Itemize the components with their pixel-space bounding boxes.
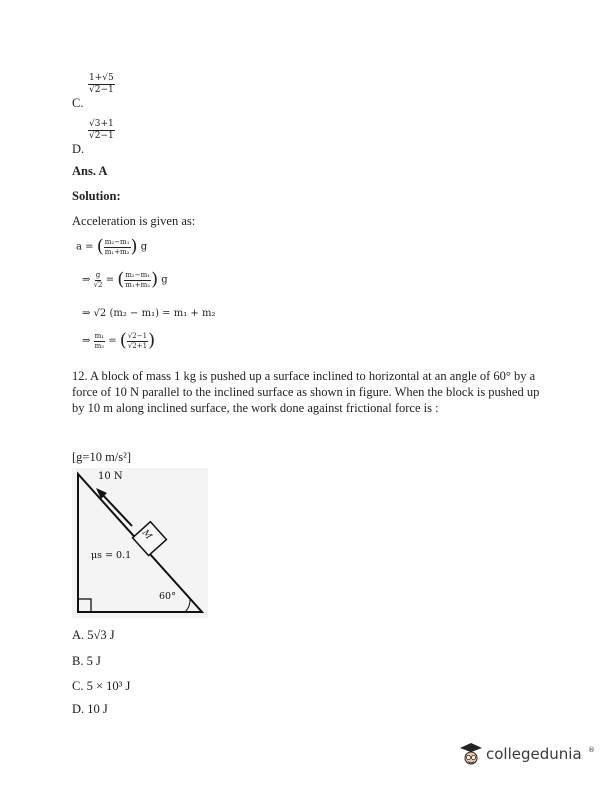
- eq2-paren-left: (: [117, 269, 125, 290]
- eq4-equals: =: [108, 335, 117, 347]
- equation-4: [82, 332, 155, 350]
- eq4-paren-left: (: [119, 330, 127, 351]
- solution-intro: Acceleration is given as:: [72, 214, 196, 228]
- option-d-label: D.: [72, 142, 85, 156]
- friction-label: μs = 0.1: [91, 550, 132, 561]
- eq2-rhs: g: [161, 274, 168, 286]
- eq1-num: m₂−m₁: [104, 237, 130, 246]
- eq1-fraction: [104, 239, 131, 256]
- eq4-fraction: [127, 333, 148, 350]
- eq4-lnum: m₁: [94, 331, 105, 340]
- option-d-num: √3+1: [89, 119, 114, 129]
- incline-diagram: [72, 468, 208, 618]
- angle-label: 60°: [159, 591, 176, 602]
- incline-figure: [72, 468, 208, 618]
- option-c-den: √2−1: [89, 85, 114, 95]
- eq2-lden: √2: [93, 280, 103, 289]
- brand-name: collegedunia: [486, 745, 582, 763]
- option-d-den: √2−1: [89, 131, 114, 141]
- eq4-den: √2+1: [127, 341, 148, 350]
- equation-3: ⇒ √2 (m₂ − m₁) = m₁ + m₂: [82, 308, 216, 319]
- option-d: D. 10 J: [72, 702, 108, 716]
- eq4-left-fraction: [94, 333, 105, 350]
- eq2-left-fraction: [94, 272, 103, 289]
- eq1-paren-right: ): [130, 236, 138, 257]
- eq1-lhs: a =: [76, 241, 94, 253]
- eq4-arrow: ⇒: [82, 335, 91, 347]
- brand-logo: [458, 738, 598, 770]
- question-given: [g=10 m/s²]: [72, 450, 132, 464]
- eq2-arrow: ⇒: [82, 274, 91, 286]
- graduate-mascot-icon: [458, 740, 484, 768]
- eq2-den: m₁+m₂: [125, 280, 151, 289]
- eq2-fraction: [124, 272, 151, 289]
- solution-heading: Solution:: [72, 189, 121, 203]
- eq2-lnum: g: [95, 270, 101, 279]
- eq1-paren-left: (: [96, 236, 104, 257]
- eq1-den: m₁+m₂: [104, 247, 130, 256]
- answer-text: Ans. A: [72, 164, 108, 178]
- question-12-text: 12. A block of mass 1 kg is pushed up a surface inclined to horizontal at an angle of 60° by a force of 10 N parallel to the inclined surface as shown in figure. When the block is pushed up by 10 m along inclined surface, the work done against frictional force is :: [72, 369, 540, 415]
- eq4-lden: m₂: [94, 341, 105, 350]
- option-d-fraction: [88, 120, 115, 141]
- force-label: 10 N: [98, 471, 123, 482]
- eq2-paren-right: ): [151, 269, 159, 290]
- eq4-paren-right: ): [148, 330, 156, 351]
- equation-1: [76, 238, 147, 256]
- option-c-fraction: [88, 74, 115, 95]
- option-c-num: 1+√5: [89, 73, 114, 83]
- eq2-num: m₂−m₁: [125, 270, 151, 279]
- brand-registered-mark: ®: [588, 746, 595, 754]
- option-a: A. 5√3 J: [72, 628, 115, 642]
- option-c: C. 5 × 10³ J: [72, 679, 131, 693]
- eq4-num: √2−1: [127, 331, 148, 340]
- option-b: B. 5 J: [72, 654, 101, 668]
- eq2-equals: =: [105, 274, 115, 286]
- mass-label: M: [139, 528, 154, 542]
- equation-2: [82, 271, 168, 289]
- eq1-rhs: g: [140, 241, 148, 253]
- option-c-label: C.: [72, 96, 84, 110]
